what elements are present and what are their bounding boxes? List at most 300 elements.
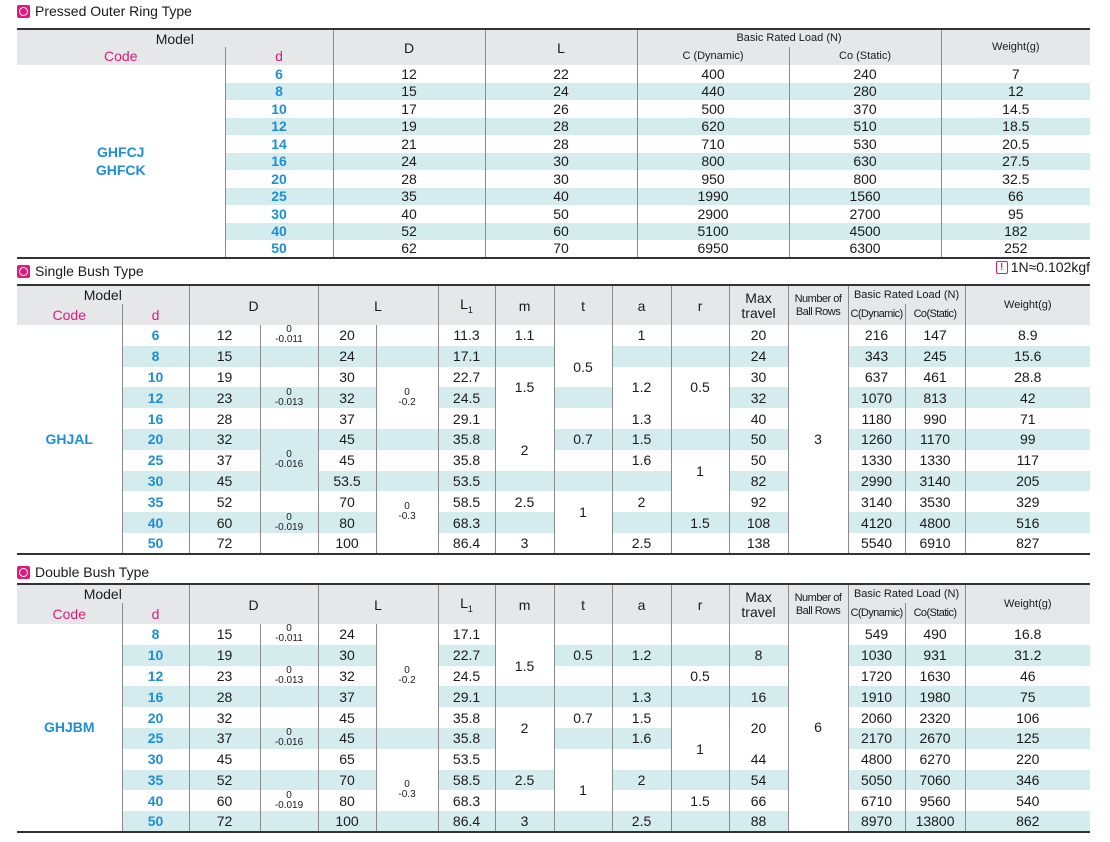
table-row <box>17 790 1090 811</box>
r-cell: 1.5 <box>671 512 729 533</box>
a-cell: 2 <box>612 491 671 512</box>
r-cell: 1 <box>671 728 729 770</box>
max-cell: 32 <box>729 387 788 408</box>
table-row <box>17 408 1090 429</box>
D-cell: 45 <box>189 471 260 492</box>
header-code: Code <box>52 306 86 323</box>
header-L1: $L_1$ <box>438 584 495 624</box>
header-d: d <box>225 47 333 65</box>
t-cell: 0.7 <box>554 429 612 450</box>
Co-cell: 7060 <box>905 770 965 791</box>
code-cell: GHJBM <box>43 719 95 736</box>
header-model: Model <box>83 586 122 602</box>
header-C: C(Dynamic) <box>848 603 905 624</box>
t-cell: 0.5 <box>554 645 612 666</box>
D-cell: 52 <box>333 223 485 241</box>
m-cell: 2.5 <box>495 491 554 512</box>
C-cell: 1180 <box>848 408 905 429</box>
d-cell: 30 <box>225 205 333 223</box>
Co-cell: 1330 <box>905 450 965 471</box>
d-cell: 10 <box>122 367 189 388</box>
Co-cell: 13800 <box>905 811 965 832</box>
w-cell: 99 <box>965 429 1090 450</box>
C-cell: 440 <box>637 83 789 101</box>
header-code: Code <box>104 48 138 64</box>
Co-cell: 1560 <box>789 188 941 206</box>
L-cell: 80 <box>318 512 376 533</box>
L-cell: 20 <box>318 325 376 346</box>
Co-cell: 4800 <box>905 512 965 533</box>
L-cell: 45 <box>318 450 376 471</box>
r-cell: 0.5 <box>671 367 729 409</box>
exclamation-icon: ! <box>996 261 1008 274</box>
L1-cell: 58.5 <box>438 491 495 512</box>
L-cell: 28 <box>485 118 637 136</box>
C-cell: 710 <box>637 135 789 153</box>
Dtol-cell: 0 -0.016 <box>260 728 318 749</box>
code-cell: GHFCJ GHFCK <box>95 143 146 178</box>
d-cell: 8 <box>122 346 189 367</box>
header-r: r <box>671 584 729 624</box>
Dtol-cell: 0 -0.011 <box>260 325 318 346</box>
d-cell: 10 <box>225 100 333 118</box>
L-cell: 100 <box>318 811 376 832</box>
C-cell: 8970 <box>848 811 905 832</box>
header-r: r <box>671 285 729 325</box>
m-cell: 3 <box>495 811 554 832</box>
d-cell: 12 <box>122 387 189 408</box>
header-L1: $L_1$ <box>438 285 495 325</box>
w-cell: 182 <box>941 223 1090 241</box>
header-basic-rated-load: Basic Rated Load (N) <box>848 285 965 304</box>
a-cell: 1.2 <box>612 367 671 409</box>
w-cell: 46 <box>965 666 1090 687</box>
Co-cell: 370 <box>789 100 941 118</box>
max-cell: 16 <box>729 686 788 707</box>
m-cell: 2 <box>495 429 554 471</box>
d-cell: 20 <box>225 170 333 188</box>
Dtol-cell: 0 -0.019 <box>260 790 318 811</box>
L-cell: 70 <box>318 770 376 791</box>
w-cell: 71 <box>965 408 1090 429</box>
header-Co: Co(Static) <box>905 603 965 624</box>
d-cell: 16 <box>122 408 189 429</box>
table-row <box>17 707 1090 728</box>
w-cell: 117 <box>965 450 1090 471</box>
L1-cell: 58.5 <box>438 770 495 791</box>
t-cell: 0.5 <box>554 346 612 388</box>
C-cell: 6710 <box>848 790 905 811</box>
L-cell: 30 <box>318 367 376 388</box>
max-cell: 82 <box>729 471 788 492</box>
L1-cell: 22.7 <box>438 645 495 666</box>
Co-cell: 147 <box>905 325 965 346</box>
max-cell: 108 <box>729 512 788 533</box>
table-row <box>17 65 1090 83</box>
w-cell: 16.8 <box>965 624 1090 645</box>
circle-bullet-icon <box>17 5 30 18</box>
d-cell: 35 <box>122 770 189 791</box>
w-cell: 106 <box>965 707 1090 728</box>
Co-cell: 6910 <box>905 533 965 554</box>
L-cell: 24 <box>318 624 376 645</box>
r-cell: 1 <box>671 450 729 492</box>
D-cell: 23 <box>189 387 260 408</box>
C-cell: 6950 <box>637 240 789 258</box>
Dtol-cell: 0 -0.016 <box>260 450 318 471</box>
max-cell: 40 <box>729 408 788 429</box>
table-row <box>17 533 1090 554</box>
L1-cell: 29.1 <box>438 408 495 429</box>
C-cell: 1990 <box>637 188 789 206</box>
m-cell: 3 <box>495 533 554 554</box>
L-cell: 37 <box>318 408 376 429</box>
D-cell: 23 <box>189 666 260 687</box>
D-cell: 60 <box>189 512 260 533</box>
D-cell: 15 <box>189 624 260 645</box>
C-cell: 1070 <box>848 387 905 408</box>
table-row <box>17 346 1090 367</box>
Co-cell: 490 <box>905 624 965 645</box>
C-cell: 1910 <box>848 686 905 707</box>
L1-cell: 35.8 <box>438 450 495 471</box>
max-cell: 138 <box>729 533 788 554</box>
d-cell: 10 <box>122 645 189 666</box>
table-row <box>17 325 1090 346</box>
w-cell: 42 <box>965 387 1090 408</box>
L-cell: 65 <box>318 749 376 770</box>
t-cell: 1 <box>554 770 612 812</box>
L-cell: 70 <box>485 240 637 258</box>
d-cell: 14 <box>225 135 333 153</box>
Co-cell: 630 <box>789 153 941 171</box>
table-row <box>17 749 1090 770</box>
D-cell: 19 <box>189 367 260 388</box>
d-cell: 6 <box>225 65 333 83</box>
header-basic-rated-load: Basic Rated Load (N) <box>637 29 941 47</box>
D-cell: 32 <box>189 707 260 728</box>
Co-cell: 510 <box>789 118 941 136</box>
L-cell: 50 <box>485 205 637 223</box>
d-cell: 20 <box>122 707 189 728</box>
w-cell: 125 <box>965 728 1090 749</box>
D-cell: 35 <box>333 188 485 206</box>
Co-cell: 4500 <box>789 223 941 241</box>
r-cell: 1.5 <box>671 790 729 811</box>
D-cell: 21 <box>333 135 485 153</box>
header-a: a <box>612 285 671 325</box>
Dtol-cell: 0 -0.013 <box>260 666 318 687</box>
table-row <box>17 666 1090 687</box>
L-cell: 70 <box>318 491 376 512</box>
pressed-table <box>17 28 1090 259</box>
header-ball-rows: Number of Ball Rows <box>788 285 848 325</box>
table-row <box>17 387 1090 408</box>
L1-cell: 11.3 <box>438 325 495 346</box>
d-cell: 35 <box>122 491 189 512</box>
max-cell: 8 <box>729 645 788 666</box>
d-cell: 30 <box>122 749 189 770</box>
L1-cell: 86.4 <box>438 533 495 554</box>
table-row <box>17 429 1090 450</box>
Co-cell: 931 <box>905 645 965 666</box>
L1-cell: 24.5 <box>438 387 495 408</box>
header-max-travel: Max travel <box>729 285 788 325</box>
double-bush-table <box>17 583 1090 833</box>
a-cell: 2 <box>612 770 671 791</box>
Co-cell: 1170 <box>905 429 965 450</box>
max-cell: 54 <box>729 770 788 791</box>
w-cell: 827 <box>965 533 1090 554</box>
w-cell: 15.6 <box>965 346 1090 367</box>
L1-cell: 29.1 <box>438 686 495 707</box>
header-weight: Weight(g) <box>941 29 1090 65</box>
D-cell: 28 <box>333 170 485 188</box>
D-cell: 19 <box>189 645 260 666</box>
Co-cell: 280 <box>789 83 941 101</box>
Co-cell: 3140 <box>905 471 965 492</box>
C-cell: 2900 <box>637 205 789 223</box>
L-cell: 80 <box>318 790 376 811</box>
C-cell: 2170 <box>848 728 905 749</box>
D-cell: 62 <box>333 240 485 258</box>
w-cell: 95 <box>941 205 1090 223</box>
D-cell: 37 <box>189 450 260 471</box>
header-C: C (Dynamic) <box>637 47 789 65</box>
C-cell: 343 <box>848 346 905 367</box>
d-cell: 8 <box>225 83 333 101</box>
Ltol-cell: 0 -0.2 <box>376 645 438 707</box>
w-cell: 220 <box>965 749 1090 770</box>
circle-bullet-icon <box>17 265 30 278</box>
D-cell: 12 <box>189 325 260 346</box>
Co-cell: 1630 <box>905 666 965 687</box>
d-cell: 40 <box>122 790 189 811</box>
max-cell: 24 <box>729 346 788 367</box>
L1-cell: 17.1 <box>438 624 495 645</box>
w-cell: 205 <box>965 471 1090 492</box>
m-cell: 1.5 <box>495 645 554 687</box>
C-cell: 1330 <box>848 450 905 471</box>
D-cell: 52 <box>189 491 260 512</box>
a-cell: 2.5 <box>612 811 671 832</box>
table-row <box>17 686 1090 707</box>
a-cell: 2.5 <box>612 533 671 554</box>
a-cell: 1.2 <box>612 645 671 666</box>
Co-cell: 2700 <box>789 205 941 223</box>
a-cell: 1 <box>612 325 671 346</box>
Co-cell: 245 <box>905 346 965 367</box>
D-cell: 72 <box>189 811 260 832</box>
L-cell: 45 <box>318 707 376 728</box>
w-cell: 18.5 <box>941 118 1090 136</box>
header-a: a <box>612 584 671 624</box>
header-m: m <box>495 584 554 624</box>
D-cell: 24 <box>333 153 485 171</box>
header-d: d <box>122 304 189 325</box>
header-weight: Weight(g) <box>965 584 1090 624</box>
max-cell: 20 <box>729 707 788 749</box>
L-cell: 45 <box>318 728 376 749</box>
a-cell: 1.6 <box>612 450 671 471</box>
a-cell: 1.5 <box>612 429 671 450</box>
L-cell: 32 <box>318 387 376 408</box>
w-cell: 7 <box>941 65 1090 83</box>
w-cell: 862 <box>965 811 1090 832</box>
table-row <box>17 367 1090 388</box>
header-D: D <box>189 584 318 624</box>
D-cell: 60 <box>189 790 260 811</box>
L1-cell: 22.7 <box>438 367 495 388</box>
Co-cell: 2670 <box>905 728 965 749</box>
C-cell: 4800 <box>848 749 905 770</box>
L1-cell: 17.1 <box>438 346 495 367</box>
C-cell: 400 <box>637 65 789 83</box>
m-cell: 2 <box>495 707 554 749</box>
Dtol-cell: 0 -0.019 <box>260 512 318 533</box>
max-cell: 20 <box>729 325 788 346</box>
max-cell: 66 <box>729 790 788 811</box>
Co-cell: 1980 <box>905 686 965 707</box>
L1-cell: 35.8 <box>438 728 495 749</box>
L1-cell: 68.3 <box>438 790 495 811</box>
header-D: D <box>333 29 485 65</box>
circle-bullet-icon <box>17 566 30 579</box>
L1-cell: 35.8 <box>438 429 495 450</box>
w-cell: 252 <box>941 240 1090 258</box>
m-cell: 1.1 <box>495 325 554 346</box>
w-cell: 12 <box>941 83 1090 101</box>
d-cell: 8 <box>122 624 189 645</box>
header-Co: Co (Static) <box>789 47 941 65</box>
w-cell: 20.5 <box>941 135 1090 153</box>
D-cell: 32 <box>189 429 260 450</box>
Co-cell: 6300 <box>789 240 941 258</box>
header-basic-rated-load: Basic Rated Load (N) <box>848 584 965 603</box>
code-cell: GHJAL <box>45 430 93 447</box>
Co-cell: 9560 <box>905 790 965 811</box>
L-cell: 40 <box>485 188 637 206</box>
C-cell: 4120 <box>848 512 905 533</box>
L-cell: 37 <box>318 686 376 707</box>
C-cell: 3140 <box>848 491 905 512</box>
a-cell: 1.6 <box>612 728 671 749</box>
L-cell: 53.5 <box>318 471 376 492</box>
rows-cell: 6 <box>788 624 848 832</box>
L1-cell: 35.8 <box>438 707 495 728</box>
C-cell: 2060 <box>848 707 905 728</box>
L-cell: 24 <box>485 83 637 101</box>
single-bush-table <box>17 284 1090 555</box>
a-cell: 1.3 <box>612 408 671 429</box>
D-cell: 52 <box>189 770 260 791</box>
d-cell: 16 <box>122 686 189 707</box>
d-cell: 50 <box>122 533 189 554</box>
Co-cell: 813 <box>905 387 965 408</box>
t-cell: 0.7 <box>554 707 612 728</box>
header-L: L <box>485 29 637 65</box>
L-cell: 45 <box>318 429 376 450</box>
D-cell: 37 <box>189 728 260 749</box>
D-cell: 15 <box>189 346 260 367</box>
max-cell: 30 <box>729 367 788 388</box>
C-cell: 5540 <box>848 533 905 554</box>
C-cell: 1720 <box>848 666 905 687</box>
L-cell: 100 <box>318 533 376 554</box>
max-cell: 88 <box>729 811 788 832</box>
D-cell: 15 <box>333 83 485 101</box>
C-cell: 800 <box>637 153 789 171</box>
d-cell: 6 <box>122 325 189 346</box>
Co-cell: 6270 <box>905 749 965 770</box>
L-cell: 24 <box>318 346 376 367</box>
C-cell: 1260 <box>848 429 905 450</box>
L-cell: 30 <box>318 645 376 666</box>
table-row <box>17 491 1090 512</box>
L-cell: 26 <box>485 100 637 118</box>
d-cell: 25 <box>122 728 189 749</box>
Co-cell: 461 <box>905 367 965 388</box>
w-cell: 31.2 <box>965 645 1090 666</box>
header-t: t <box>554 285 612 325</box>
table-row <box>17 770 1090 791</box>
w-cell: 27.5 <box>941 153 1090 171</box>
header-d: d <box>122 603 189 624</box>
Ltol-cell: 0 -0.3 <box>376 770 438 812</box>
table-row <box>17 512 1090 533</box>
D-cell: 45 <box>189 749 260 770</box>
max-cell: 92 <box>729 491 788 512</box>
m-cell: 1.5 <box>495 367 554 409</box>
L1-cell: 86.4 <box>438 811 495 832</box>
max-cell: 50 <box>729 450 788 471</box>
Co-cell: 3530 <box>905 491 965 512</box>
a-cell: 1.5 <box>612 707 671 728</box>
table-row <box>17 471 1090 492</box>
d-cell: 25 <box>122 450 189 471</box>
L1-cell: 24.5 <box>438 666 495 687</box>
L-cell: 28 <box>485 135 637 153</box>
d-cell: 40 <box>122 512 189 533</box>
C-cell: 950 <box>637 170 789 188</box>
Ltol-cell: 0 -0.2 <box>376 367 438 429</box>
d-cell: 50 <box>225 240 333 258</box>
header-ball-rows: Number of Ball Rows <box>788 584 848 624</box>
w-cell: 66 <box>941 188 1090 206</box>
header-weight: Weight(g) <box>965 285 1090 325</box>
D-cell: 28 <box>189 686 260 707</box>
D-cell: 40 <box>333 205 485 223</box>
C-cell: 2990 <box>848 471 905 492</box>
t-cell: 1 <box>554 491 612 533</box>
header-max-travel: Max travel <box>729 584 788 624</box>
table-row <box>17 728 1090 749</box>
w-cell: 14.5 <box>941 100 1090 118</box>
L-cell: 32 <box>318 666 376 687</box>
rows-cell: 3 <box>788 325 848 554</box>
d-cell: 50 <box>122 811 189 832</box>
C-cell: 5050 <box>848 770 905 791</box>
header-model: Model <box>83 287 122 303</box>
header-model: Model <box>155 30 194 47</box>
Dtol-cell: 0 -0.011 <box>260 624 318 645</box>
header-Co: Co(Static) <box>905 304 965 325</box>
w-cell: 346 <box>965 770 1090 791</box>
header-D: D <box>189 285 318 325</box>
w-cell: 540 <box>965 790 1090 811</box>
d-cell: 40 <box>225 223 333 241</box>
C-cell: 216 <box>848 325 905 346</box>
